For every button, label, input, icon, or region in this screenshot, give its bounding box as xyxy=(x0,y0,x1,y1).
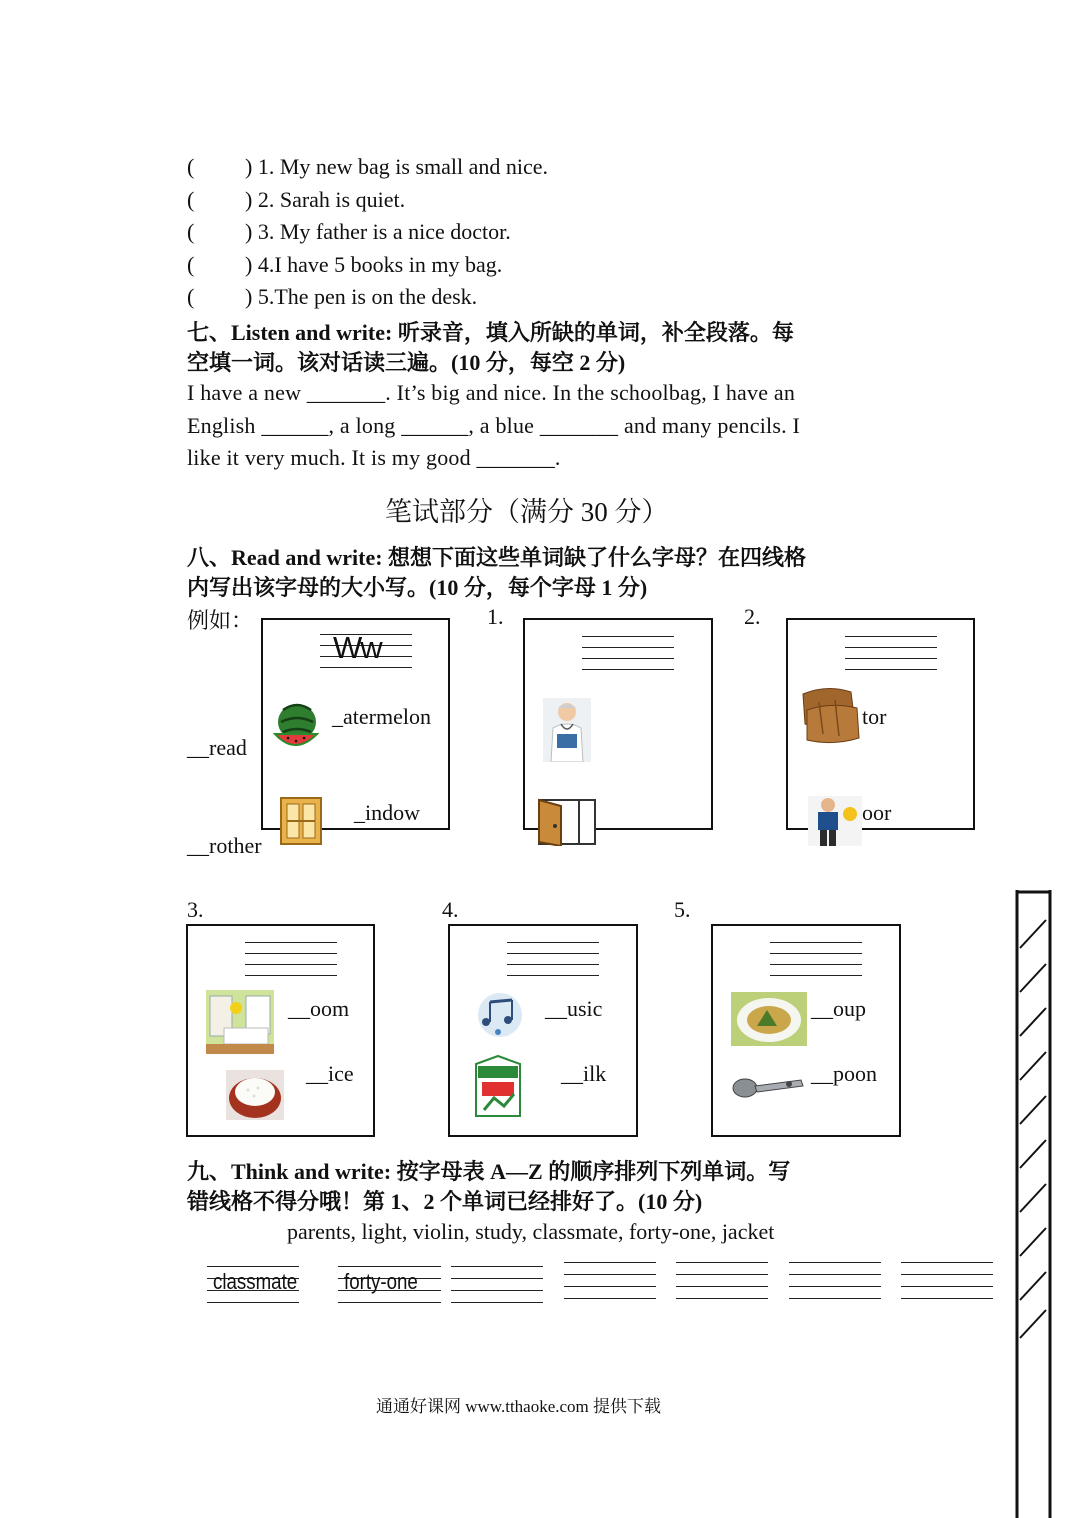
bread-icon xyxy=(797,684,863,746)
bedroom-icon xyxy=(206,990,274,1054)
music-icon xyxy=(472,990,528,1040)
example-letters: Ww xyxy=(333,630,381,665)
tf-item-1: ( ) 1. My new bag is small and nice. xyxy=(187,154,549,179)
item-number-1: 1. xyxy=(487,604,504,629)
section9-word-list: parents, light, violin, study, classmate, forty-one, jacket xyxy=(287,1219,775,1244)
tf-item-5: ( ) 5.The pen is on the desk. xyxy=(187,284,478,309)
item4-word-1: __usic xyxy=(545,996,603,1021)
section7-heading-line2: 空填一词。该对话读三遍。(10 分，每空 2 分) xyxy=(187,350,626,375)
item-number-4: 4. xyxy=(442,897,459,922)
four-line-grid[interactable] xyxy=(245,942,337,976)
section9-heading-line2: 错线格不得分哦！第 1、2 个单词已经排好了。(10 分) xyxy=(187,1189,703,1214)
item5-word-2: __poon xyxy=(811,1061,877,1086)
item2-word-1: tor xyxy=(862,704,887,729)
tf-item-text: 3. My father is a nice doctor. xyxy=(257,219,511,244)
tf-item-3: ( ) 3. My father is a nice doctor. xyxy=(187,219,511,244)
milk-icon xyxy=(470,1054,526,1120)
rice-icon xyxy=(226,1070,284,1120)
item-box-5 xyxy=(711,924,901,1137)
item-number-2: 2. xyxy=(744,604,761,629)
section7-heading-line1: 七、Listen and write: 听录音，填入所缺的单词，补全段落。每 xyxy=(187,320,794,345)
four-line-grid[interactable] xyxy=(770,942,862,976)
answer-word-2: forty-one xyxy=(344,1269,418,1294)
example-label: 例如： xyxy=(187,608,254,633)
section7-para-line1: I have a new _______. It’s big and nice. In the schoolbag, I have an xyxy=(187,380,796,405)
section7-para-line2: English ______, a long ______, a blue _______ and many pencils. I xyxy=(187,413,801,438)
item-box-3 xyxy=(186,924,375,1137)
item-box-4 xyxy=(448,924,638,1137)
tf-item-text: 5.The pen is on the desk. xyxy=(257,284,478,309)
watermelon-icon xyxy=(273,700,319,748)
section8-heading-line1: 八、Read and write: 想想下面这些单词缺了什么字母？在四线格 xyxy=(187,545,807,570)
item-number-3: 3. xyxy=(187,897,204,922)
item-number-5: 5. xyxy=(674,897,691,922)
section9-heading-line1: 九、Think and write: 按字母表 A—Z 的顺序排列下列单词。写 xyxy=(187,1159,791,1184)
four-line-grid[interactable] xyxy=(507,942,599,976)
item5-word-1: __oup xyxy=(811,996,866,1021)
tf-item-text: 2. Sarah is quiet. xyxy=(257,187,406,212)
answer-grid-3[interactable] xyxy=(451,1266,543,1302)
item4-word-2: __ilk xyxy=(561,1061,607,1086)
extra-word-rother: __rother xyxy=(187,833,262,858)
answer-grid-6[interactable] xyxy=(789,1262,881,1298)
item2-word-2: oor xyxy=(862,800,892,825)
footer-text: 通通好课网 www.tthaoke.com 提供下载 xyxy=(376,1397,662,1416)
binding-strip xyxy=(1014,890,1054,1518)
tf-item-4: ( ) 4.I have 5 books in my bag. xyxy=(187,252,503,277)
example-word-2: _indow xyxy=(354,800,420,825)
boy-icon xyxy=(808,796,862,846)
answer-grid-4[interactable] xyxy=(564,1262,656,1298)
door-icon xyxy=(537,796,601,846)
extra-word-read: __read xyxy=(187,735,247,760)
answer-grid-7[interactable] xyxy=(901,1262,993,1298)
section8-heading-line2: 内写出该字母的大小写。(10 分，每个字母 1 分) xyxy=(187,575,648,600)
answer-grid-2[interactable] xyxy=(338,1266,441,1302)
answer-grid-5[interactable] xyxy=(676,1262,768,1298)
tf-item-text: 4.I have 5 books in my bag. xyxy=(257,252,503,277)
item3-word-2: __ice xyxy=(306,1061,354,1086)
example-word-1: _atermelon xyxy=(332,704,431,729)
answer-word-1: classmate xyxy=(213,1269,298,1294)
tf-item-text: 1. My new bag is small and nice. xyxy=(257,154,549,179)
tf-item-2: ( ) 2. Sarah is quiet. xyxy=(187,187,406,212)
window-icon xyxy=(279,796,323,846)
answer-grid-1[interactable] xyxy=(207,1266,299,1302)
written-part-title: 笔试部分（满分 30 分） xyxy=(385,497,669,527)
four-line-grid[interactable] xyxy=(582,636,674,670)
item3-word-1: __oom xyxy=(288,996,350,1021)
spoon-icon xyxy=(731,1072,805,1102)
doctor-icon xyxy=(543,698,591,762)
soup-icon xyxy=(731,992,807,1046)
section7-para-line3: like it very much. It is my good _______. xyxy=(187,445,561,470)
four-line-grid[interactable] xyxy=(845,636,937,670)
